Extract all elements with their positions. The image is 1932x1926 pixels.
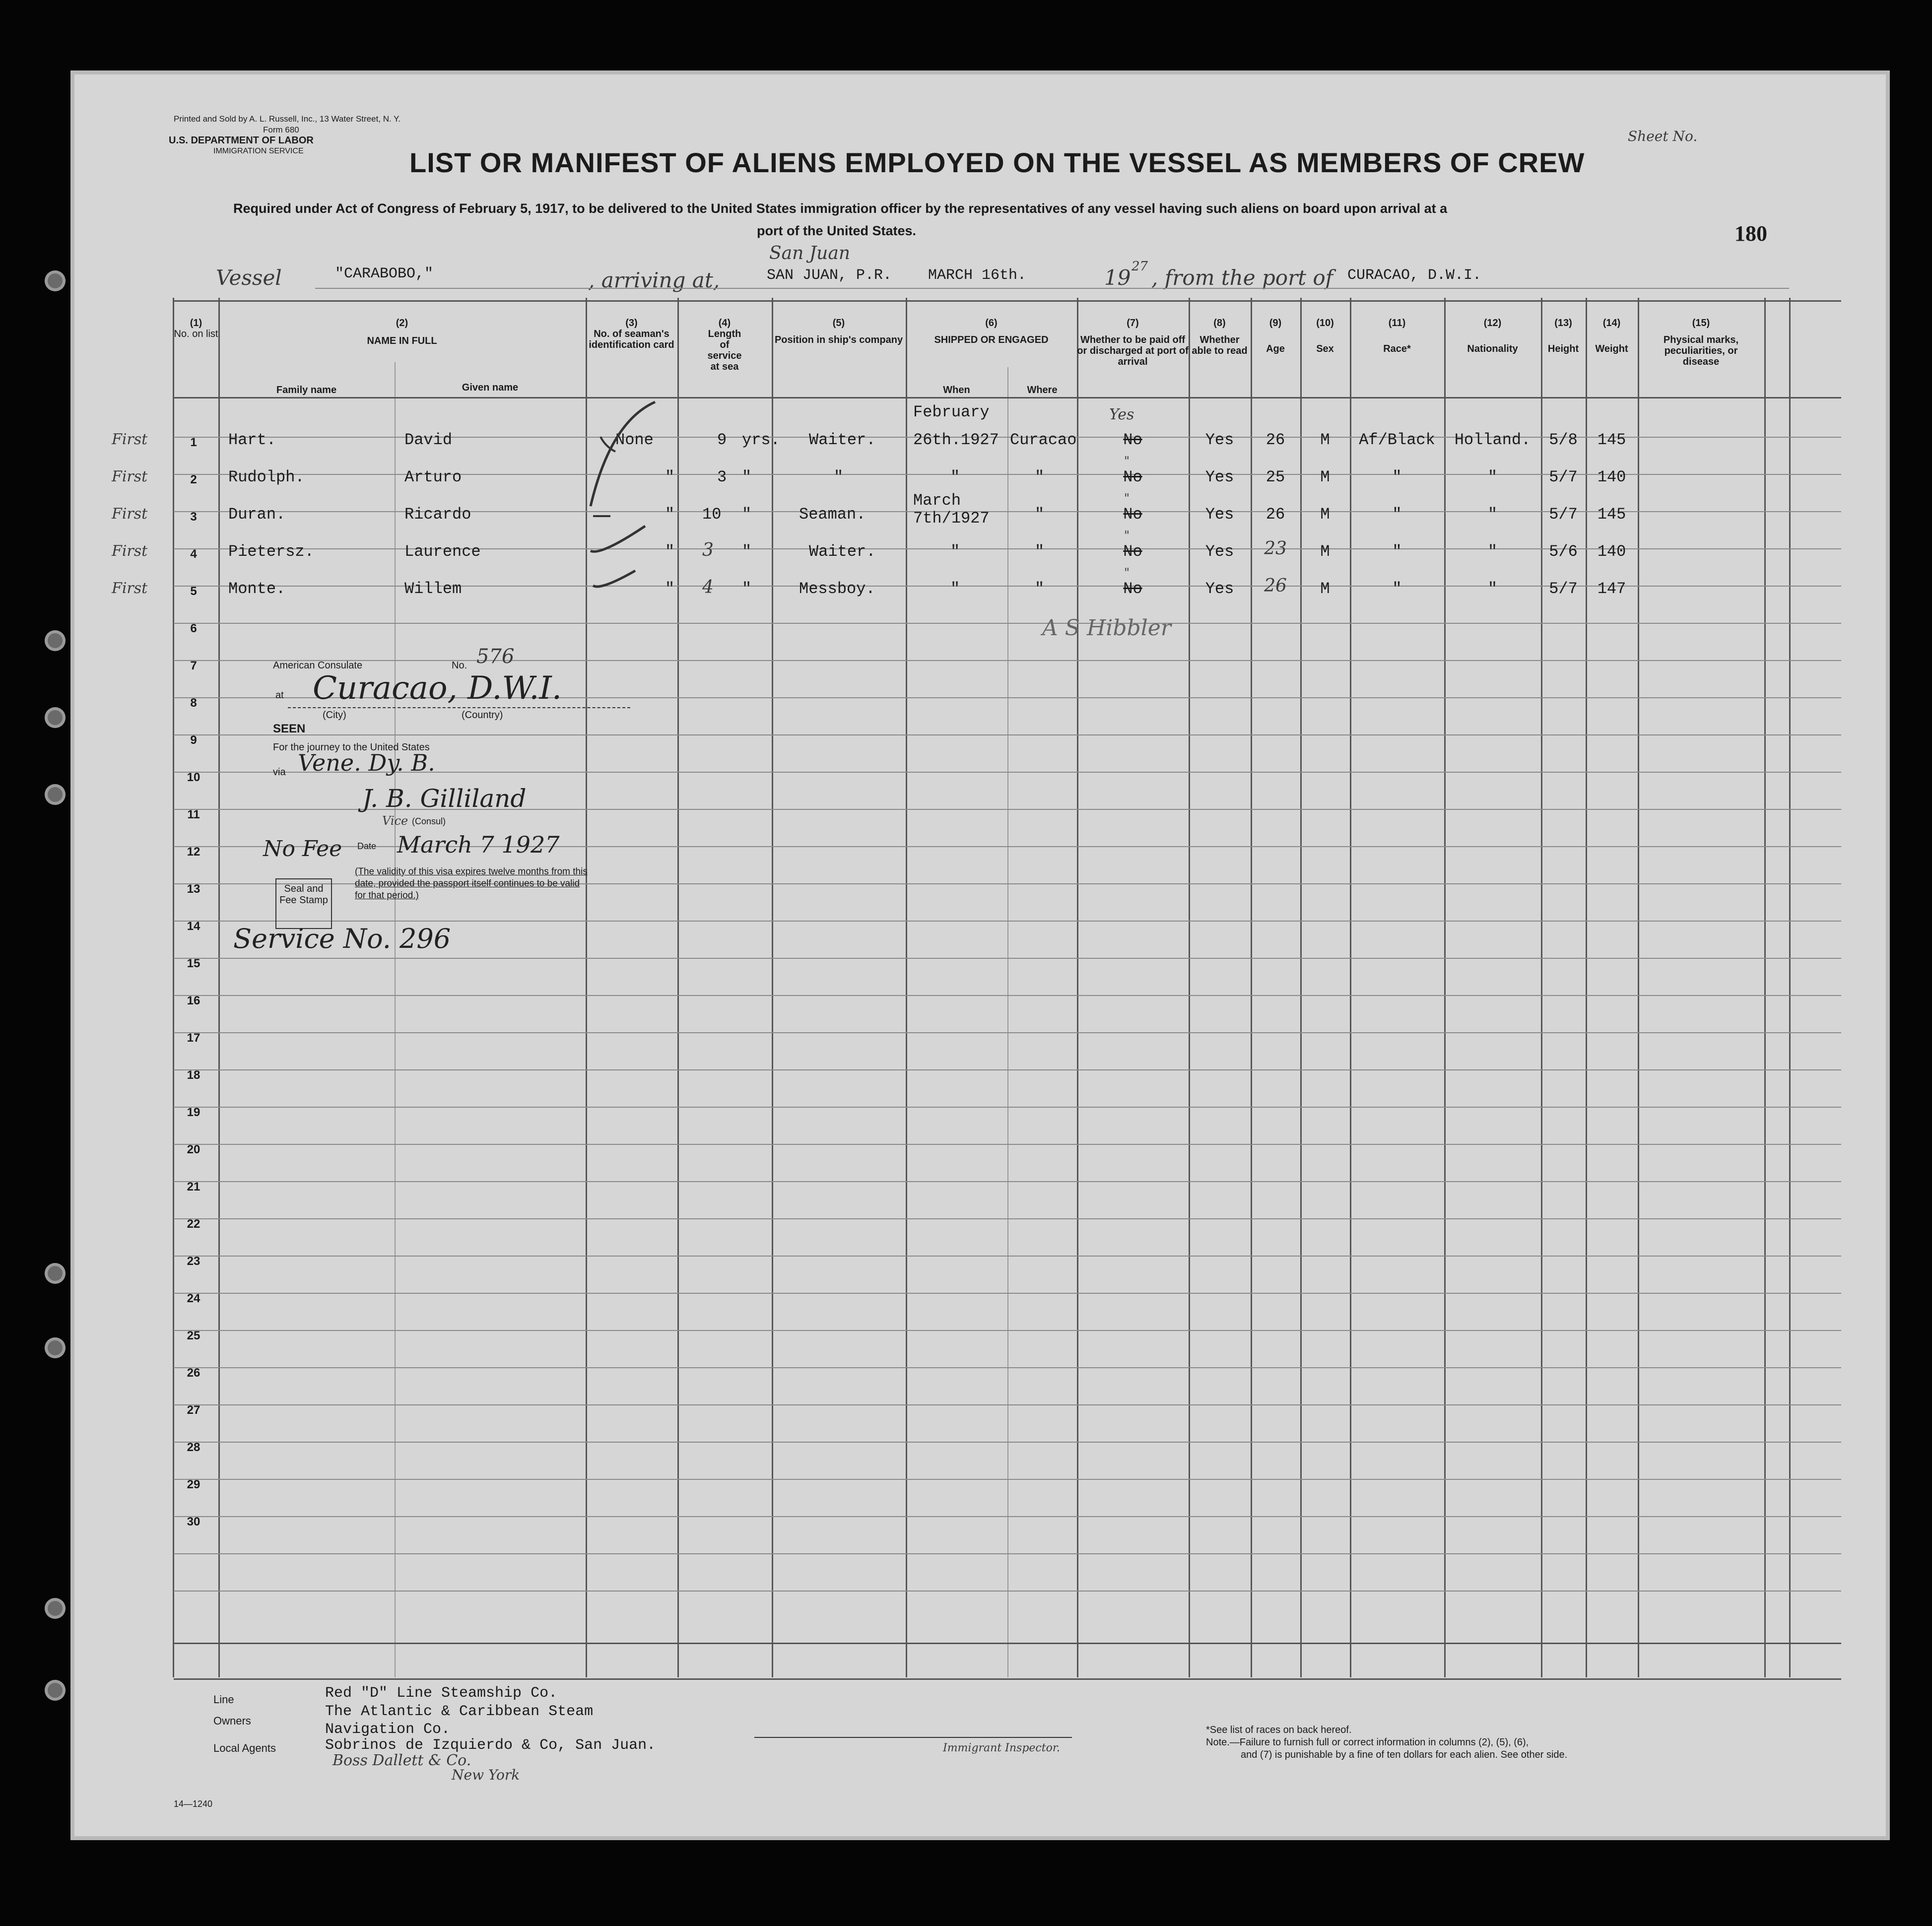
row-number: 2: [190, 473, 197, 486]
row-number: 22: [187, 1217, 200, 1231]
punch-hole: [45, 1337, 66, 1358]
age: 26: [1266, 431, 1285, 449]
weight: 145: [1597, 505, 1626, 524]
line-value: Red "D" Line Steamship Co.: [325, 1685, 558, 1702]
age: 25: [1266, 468, 1285, 486]
handwritten-port: San Juan: [769, 243, 851, 264]
row-number: 16: [187, 994, 200, 1007]
shipped-where: ": [1035, 468, 1045, 486]
row-number: 17: [187, 1031, 200, 1045]
punch-hole: [45, 707, 66, 728]
shipped-when-line2: 26th.1927: [913, 431, 999, 449]
weight: 145: [1597, 431, 1626, 449]
position: Seaman.: [799, 505, 866, 524]
owners-value-2: Navigation Co.: [325, 1721, 451, 1738]
validity-note: (The validity of this visa expires twelve months from this date, provided the passport itself continues to be valid for that period.): [355, 866, 588, 901]
punch-hole: [45, 270, 66, 291]
family-name: Pietersz.: [228, 542, 314, 561]
owners-label: Owners: [213, 1715, 251, 1727]
able-to-read: Yes: [1205, 505, 1234, 524]
check-marks: [581, 392, 670, 610]
col-11-header: Race*: [1383, 343, 1411, 354]
arrival-port: SAN JUAN, P.R.: [767, 267, 892, 284]
col-15-header: Physical marks, peculiarities, or disease: [1663, 334, 1739, 367]
row-number: 29: [187, 1478, 200, 1491]
sex: M: [1320, 505, 1330, 524]
given-name: Arturo: [404, 468, 462, 486]
vessel-name: "CARABOBO,": [335, 266, 434, 282]
arriving-label: , arriving at,: [588, 268, 720, 292]
sex: M: [1320, 580, 1330, 598]
row-number: 11: [187, 808, 200, 821]
paid-off-note: Yes: [1109, 406, 1134, 423]
col-5-number: (5): [832, 318, 845, 329]
row-number: 28: [187, 1441, 200, 1454]
shipped-when-line2: ": [950, 580, 960, 598]
punch-hole: [45, 1263, 66, 1284]
position: ": [834, 468, 844, 486]
row-number: 4: [190, 547, 197, 561]
agents-value: Sobrinos de Izquierdo & Co, San Juan.: [325, 1737, 656, 1754]
paid-off-note: ": [1124, 491, 1130, 505]
able-to-read: Yes: [1205, 580, 1234, 598]
shipped-where: ": [1035, 505, 1045, 524]
height: 5/7: [1549, 580, 1578, 598]
col-5-header: Position in ship's company: [774, 334, 903, 345]
row-number: 7: [190, 659, 197, 672]
consulate-no-value: 576: [476, 645, 515, 668]
service-number: Service No. 296: [233, 923, 451, 954]
row-number: 18: [187, 1068, 200, 1082]
row-number: 9: [190, 733, 197, 747]
height: 5/8: [1549, 431, 1578, 449]
via-label: via: [273, 767, 286, 778]
margin-note: First: [112, 468, 148, 485]
given-name: Willem: [404, 580, 462, 598]
row-number: 6: [190, 622, 197, 635]
service-years: 10: [702, 505, 722, 524]
department: U.S. DEPARTMENT OF LABOR: [169, 135, 314, 146]
row-number: 5: [190, 585, 197, 598]
row-number: 14: [187, 920, 200, 933]
vice-note: Vice: [382, 814, 408, 828]
shipped-when-line2: 7th/1927: [913, 509, 990, 528]
row-number: 27: [187, 1403, 200, 1417]
row-number: 30: [187, 1515, 200, 1528]
able-to-read: Yes: [1205, 468, 1234, 486]
manifest-sheet: Printed and Sold by A. L. Russell, Inc., 13 Water Street, N. Y. Form 680 U.S. DEPARTMENT OF LABOR IMMIGRATION SERVICE Sheet No. LIST OR MANIFEST OF ALIENS EMPLOYED ON THE VESSEL AS MEMBERS OF CREW Required under Act of Congress of February 5, 1917, to be delivered to the United States immigration officer by the representatives of any vessel having such aliens on board upon arrival at a port of the United States. 180 Vessel "CARABOBO," , arriving at, San Juan SAN JUAN, P.R. MARCH 16th. 19 27 , from the port of CURACAO, D.W.I. (1) No. on list (2) NAME IN FULL Family name Given name (3) No. of seaman's identification card (4) Length of service at sea (5) Position in ship's company (6) SHIPPED OR ENGAGED When Where (7) Whether to be paid off or discharged at port of arrival (8) Whether able to read (9) Age (10) Sex (11) Race* (12) Nationality (13) Height (14) Weight (15) Physical marks, peculiarities, or disease 1 2 3 4 5 6 7 8 9 10 11 12 13 14 15 16 17 18 19 20 21 22 23 24 25 26 27 28 29 30 First Hart. David None 9 yrs. Waiter. February 26th.1927 Curacao Yes No Yes 26 M Af/Black Holland. 5/8 145 First Rudolph. Arturo " 3 " " " " " No Yes 25 M " " 5/7 140 First Duran. Ricardo " 10 " Seaman. March 7th/1927 " " No Yes 26 M " " 5/7 145 First Pietersz. Laurence " 3 " Waiter. " " " No Yes 23 M " " 5/6 140 First Monte. Willem " 4 " Messboy. " " " No Yes 26 M " " 5/7 147 A S Hibbler American Consulate No. 576 at Curacao, D.W.I. (City) (Country) SEEN For the journey to the United States via Vene. Dy. B. J. B. Gilliland Vice (Consul) No Fee Date March 7 1927 Seal and Fee Stamp (The validity of this visa expires twelve months from this date, provided the passport itself continues to be valid for that period.) Service No. 296 Line Red "D" Line Steamship Co. Owners The Atlantic & Caribbean Steam Navigation Co. Local Agents Sobrinos de Izquierdo & Co, San Juan. Boss Dallett & Co. New York 14—1240 Immigrant Inspector. *See list of races on back hereof. Note.—Failure to furnish full or correct information in columns (2), (5), (6), and (7) is punishable by a fine of ten dollars for each alien. See other side.: [74, 74, 1886, 1836]
weight: 147: [1597, 580, 1626, 598]
shipped-where: ": [1035, 580, 1045, 598]
service-unit: ": [742, 505, 752, 524]
required-line-2: port of the United States.: [757, 223, 917, 238]
nationality: ": [1487, 542, 1498, 561]
form-number: Form 680: [263, 125, 299, 134]
height: 5/6: [1549, 542, 1578, 561]
service: IMMIGRATION SERVICE: [213, 147, 304, 155]
service-unit: ": [742, 580, 752, 598]
consul-label: (Consul): [412, 816, 446, 826]
punch-hole: [45, 1680, 66, 1701]
city-line: [288, 707, 630, 708]
service-years: 3: [717, 468, 727, 486]
year-suffix: 27: [1132, 259, 1148, 274]
shipped-when-line2: ": [950, 542, 960, 561]
row-number: 23: [187, 1255, 200, 1268]
col-2-number: (2): [396, 318, 408, 329]
consulate-no-label: No.: [452, 660, 467, 671]
margin-note: First: [112, 542, 148, 560]
row-number: 1: [190, 436, 197, 449]
col-13-header: Height: [1547, 343, 1579, 354]
punch-hole: [45, 630, 66, 651]
weight: 140: [1597, 542, 1626, 561]
races-note: *See list of races on back hereof.: [1206, 1725, 1352, 1735]
vessel-underline: [315, 288, 1789, 289]
agents-handwritten-2: New York: [452, 1767, 520, 1783]
sex: M: [1320, 468, 1330, 486]
position: Waiter.: [809, 431, 876, 449]
height: 5/7: [1549, 468, 1578, 486]
family-name: Rudolph.: [228, 468, 305, 486]
col-9-header: Age: [1266, 343, 1285, 354]
date-value: March 7 1927: [397, 831, 560, 858]
col-13-number: (13): [1554, 318, 1572, 329]
col-6a-header: When: [943, 385, 970, 396]
journey-label: For the journey to the United States: [273, 742, 430, 753]
paid-off: No: [1123, 542, 1142, 561]
row-number: 10: [187, 771, 200, 784]
paid-off-note: ": [1124, 529, 1130, 542]
year-prefix: 19: [1104, 266, 1131, 290]
shipped-when-line1: February: [913, 403, 990, 421]
height: 5/7: [1549, 505, 1578, 524]
shipped-where: Curacao: [1010, 431, 1077, 449]
position: Messboy.: [799, 580, 875, 598]
paid-off: No: [1123, 580, 1142, 598]
col-6-header: SHIPPED OR ENGAGED: [934, 334, 1049, 345]
consulate-label: American Consulate: [273, 660, 363, 671]
age: 26: [1266, 505, 1285, 524]
service-years: 3: [702, 540, 714, 560]
col-15-number: (15): [1692, 318, 1710, 329]
race: Af/Black: [1359, 431, 1435, 449]
race: ": [1392, 505, 1402, 524]
seal-fee-stamp-box: Seal and Fee Stamp: [275, 878, 332, 929]
shipped-when-line1: March: [913, 491, 961, 510]
form-title: LIST OR MANIFEST OF ALIENS EMPLOYED ON THE VESSEL AS MEMBERS OF CREW: [409, 147, 1585, 178]
sex: M: [1320, 431, 1330, 449]
paid-off-note: ": [1124, 454, 1130, 468]
col-3-number: (3): [625, 318, 638, 329]
col-1-header: No. on list: [174, 329, 218, 339]
weight: 140: [1597, 468, 1626, 486]
margin-note: First: [112, 431, 148, 448]
family-name: Hart.: [228, 431, 276, 449]
given-name: Laurence: [404, 542, 481, 561]
city-handwritten: Curacao, D.W.I.: [313, 670, 562, 707]
col-10-header: Sex: [1316, 343, 1334, 354]
consul-signature: J. B. Gilliland: [362, 784, 527, 813]
from-port-label: , from the port of: [1151, 266, 1333, 290]
city-label: (City): [323, 710, 346, 721]
seen-label: SEEN: [273, 722, 306, 735]
id-card: None: [615, 431, 654, 449]
service-years: 4: [702, 577, 714, 598]
form-code: 14—1240: [174, 1799, 213, 1809]
shipped-when-line2: ": [950, 468, 960, 486]
col-2-header: NAME IN FULL: [367, 335, 437, 346]
sex: M: [1320, 542, 1330, 561]
position: Waiter.: [809, 542, 876, 561]
col-1-number: (1): [190, 318, 202, 329]
printer-line: Printed and Sold by A. L. Russell, Inc., 13 Water Street, N. Y.: [174, 114, 401, 124]
via-handwritten: Vene. Dy. B.: [298, 749, 435, 776]
row-number: 19: [187, 1106, 200, 1119]
service-unit: yrs.: [742, 431, 780, 449]
nationality: Holland.: [1454, 431, 1531, 449]
col-6b-header: Where: [1027, 385, 1058, 396]
inspector-signature: A S Hibbler: [1042, 615, 1171, 641]
nationality: ": [1487, 580, 1498, 598]
col-3-header: No. of seaman's identification card: [589, 329, 674, 350]
race: ": [1392, 542, 1402, 561]
paid-off-note: ": [1124, 566, 1130, 580]
service-years: 9: [717, 431, 727, 449]
at-label: at: [275, 690, 284, 701]
penalty-note-2: and (7) is punishable by a fine of ten dollars for each alien. See other side.: [1241, 1749, 1568, 1760]
nationality: ": [1487, 505, 1498, 524]
arrival-date: MARCH 16th.: [928, 267, 1027, 284]
row-number: 20: [187, 1143, 200, 1156]
row-number: 25: [187, 1329, 200, 1342]
shipped-where: ": [1035, 542, 1045, 561]
owners-value-1: The Atlantic & Caribbean Steam: [325, 1703, 594, 1720]
inspector-signature-line: [754, 1737, 1072, 1738]
col-14-header: Weight: [1595, 343, 1628, 354]
row-number: 12: [187, 845, 200, 859]
paid-off: No: [1123, 505, 1142, 524]
vessel-label: Vessel: [216, 266, 282, 290]
family-name: Duran.: [228, 505, 286, 524]
nationality: ": [1487, 468, 1498, 486]
row-number: 15: [187, 957, 200, 970]
col-4-header: Length of service at sea: [707, 329, 742, 372]
col-8-number: (8): [1213, 318, 1226, 329]
col-9-number: (9): [1269, 318, 1282, 329]
able-to-read: Yes: [1205, 542, 1234, 561]
date-label: Date: [357, 841, 377, 851]
row-number: 26: [187, 1366, 200, 1380]
race: ": [1392, 468, 1402, 486]
row-number: 24: [187, 1292, 200, 1305]
family-name: Monte.: [228, 580, 286, 598]
row-number: 8: [190, 696, 197, 710]
row-number: 3: [190, 510, 197, 524]
row-number: 13: [187, 882, 200, 896]
col-2b-header: Given name: [462, 382, 519, 393]
inspector-label: Immigrant Inspector.: [943, 1742, 1060, 1754]
col-4-number: (4): [718, 318, 731, 329]
given-name: Ricardo: [404, 505, 471, 524]
agents-label: Local Agents: [213, 1742, 276, 1754]
margin-note: First: [112, 580, 148, 597]
punch-hole: [45, 1598, 66, 1619]
paid-off: No: [1123, 431, 1142, 449]
col-8-header: Whether able to read: [1192, 334, 1248, 356]
col-6-number: (6): [985, 318, 998, 329]
col-2a-header: Family name: [276, 385, 337, 396]
service-unit: ": [742, 468, 752, 486]
col-7-number: (7): [1127, 318, 1139, 329]
punch-hole: [45, 784, 66, 805]
service-unit: ": [742, 542, 752, 561]
required-line-1: Required under Act of Congress of February 5, 1917, to be delivered to the United States immigration officer by the representatives of any vessel having such aliens on board upon arrival at a: [233, 201, 1448, 216]
col-14-number: (14): [1602, 318, 1621, 329]
page-number: 180: [1734, 221, 1767, 246]
sheet-label: Sheet No.: [1628, 128, 1698, 144]
given-name: David: [404, 431, 453, 449]
paid-off: No: [1123, 468, 1142, 486]
line-label: Line: [213, 1693, 234, 1706]
col-10-number: (10): [1316, 318, 1334, 329]
fee-note: No Fee: [263, 836, 342, 862]
row-number: 21: [187, 1180, 200, 1194]
country-label: (Country): [462, 710, 503, 721]
race: ": [1392, 580, 1402, 598]
col-12-number: (12): [1483, 318, 1502, 329]
margin-note: First: [112, 505, 148, 523]
col-7-header: Whether to be paid off or discharged at port of arrival: [1077, 334, 1189, 367]
penalty-note-1: Note.—Failure to furnish full or correct information in columns (2), (5), (6),: [1206, 1737, 1529, 1748]
agents-handwritten-1: Boss Dallett & Co.: [333, 1752, 471, 1769]
col-11-number: (11): [1388, 318, 1406, 329]
col-12-header: Nationality: [1467, 343, 1518, 354]
able-to-read: Yes: [1205, 431, 1234, 449]
age: 23: [1264, 538, 1287, 559]
from-port: CURACAO, D.W.I.: [1347, 267, 1482, 284]
age: 26: [1264, 576, 1287, 596]
